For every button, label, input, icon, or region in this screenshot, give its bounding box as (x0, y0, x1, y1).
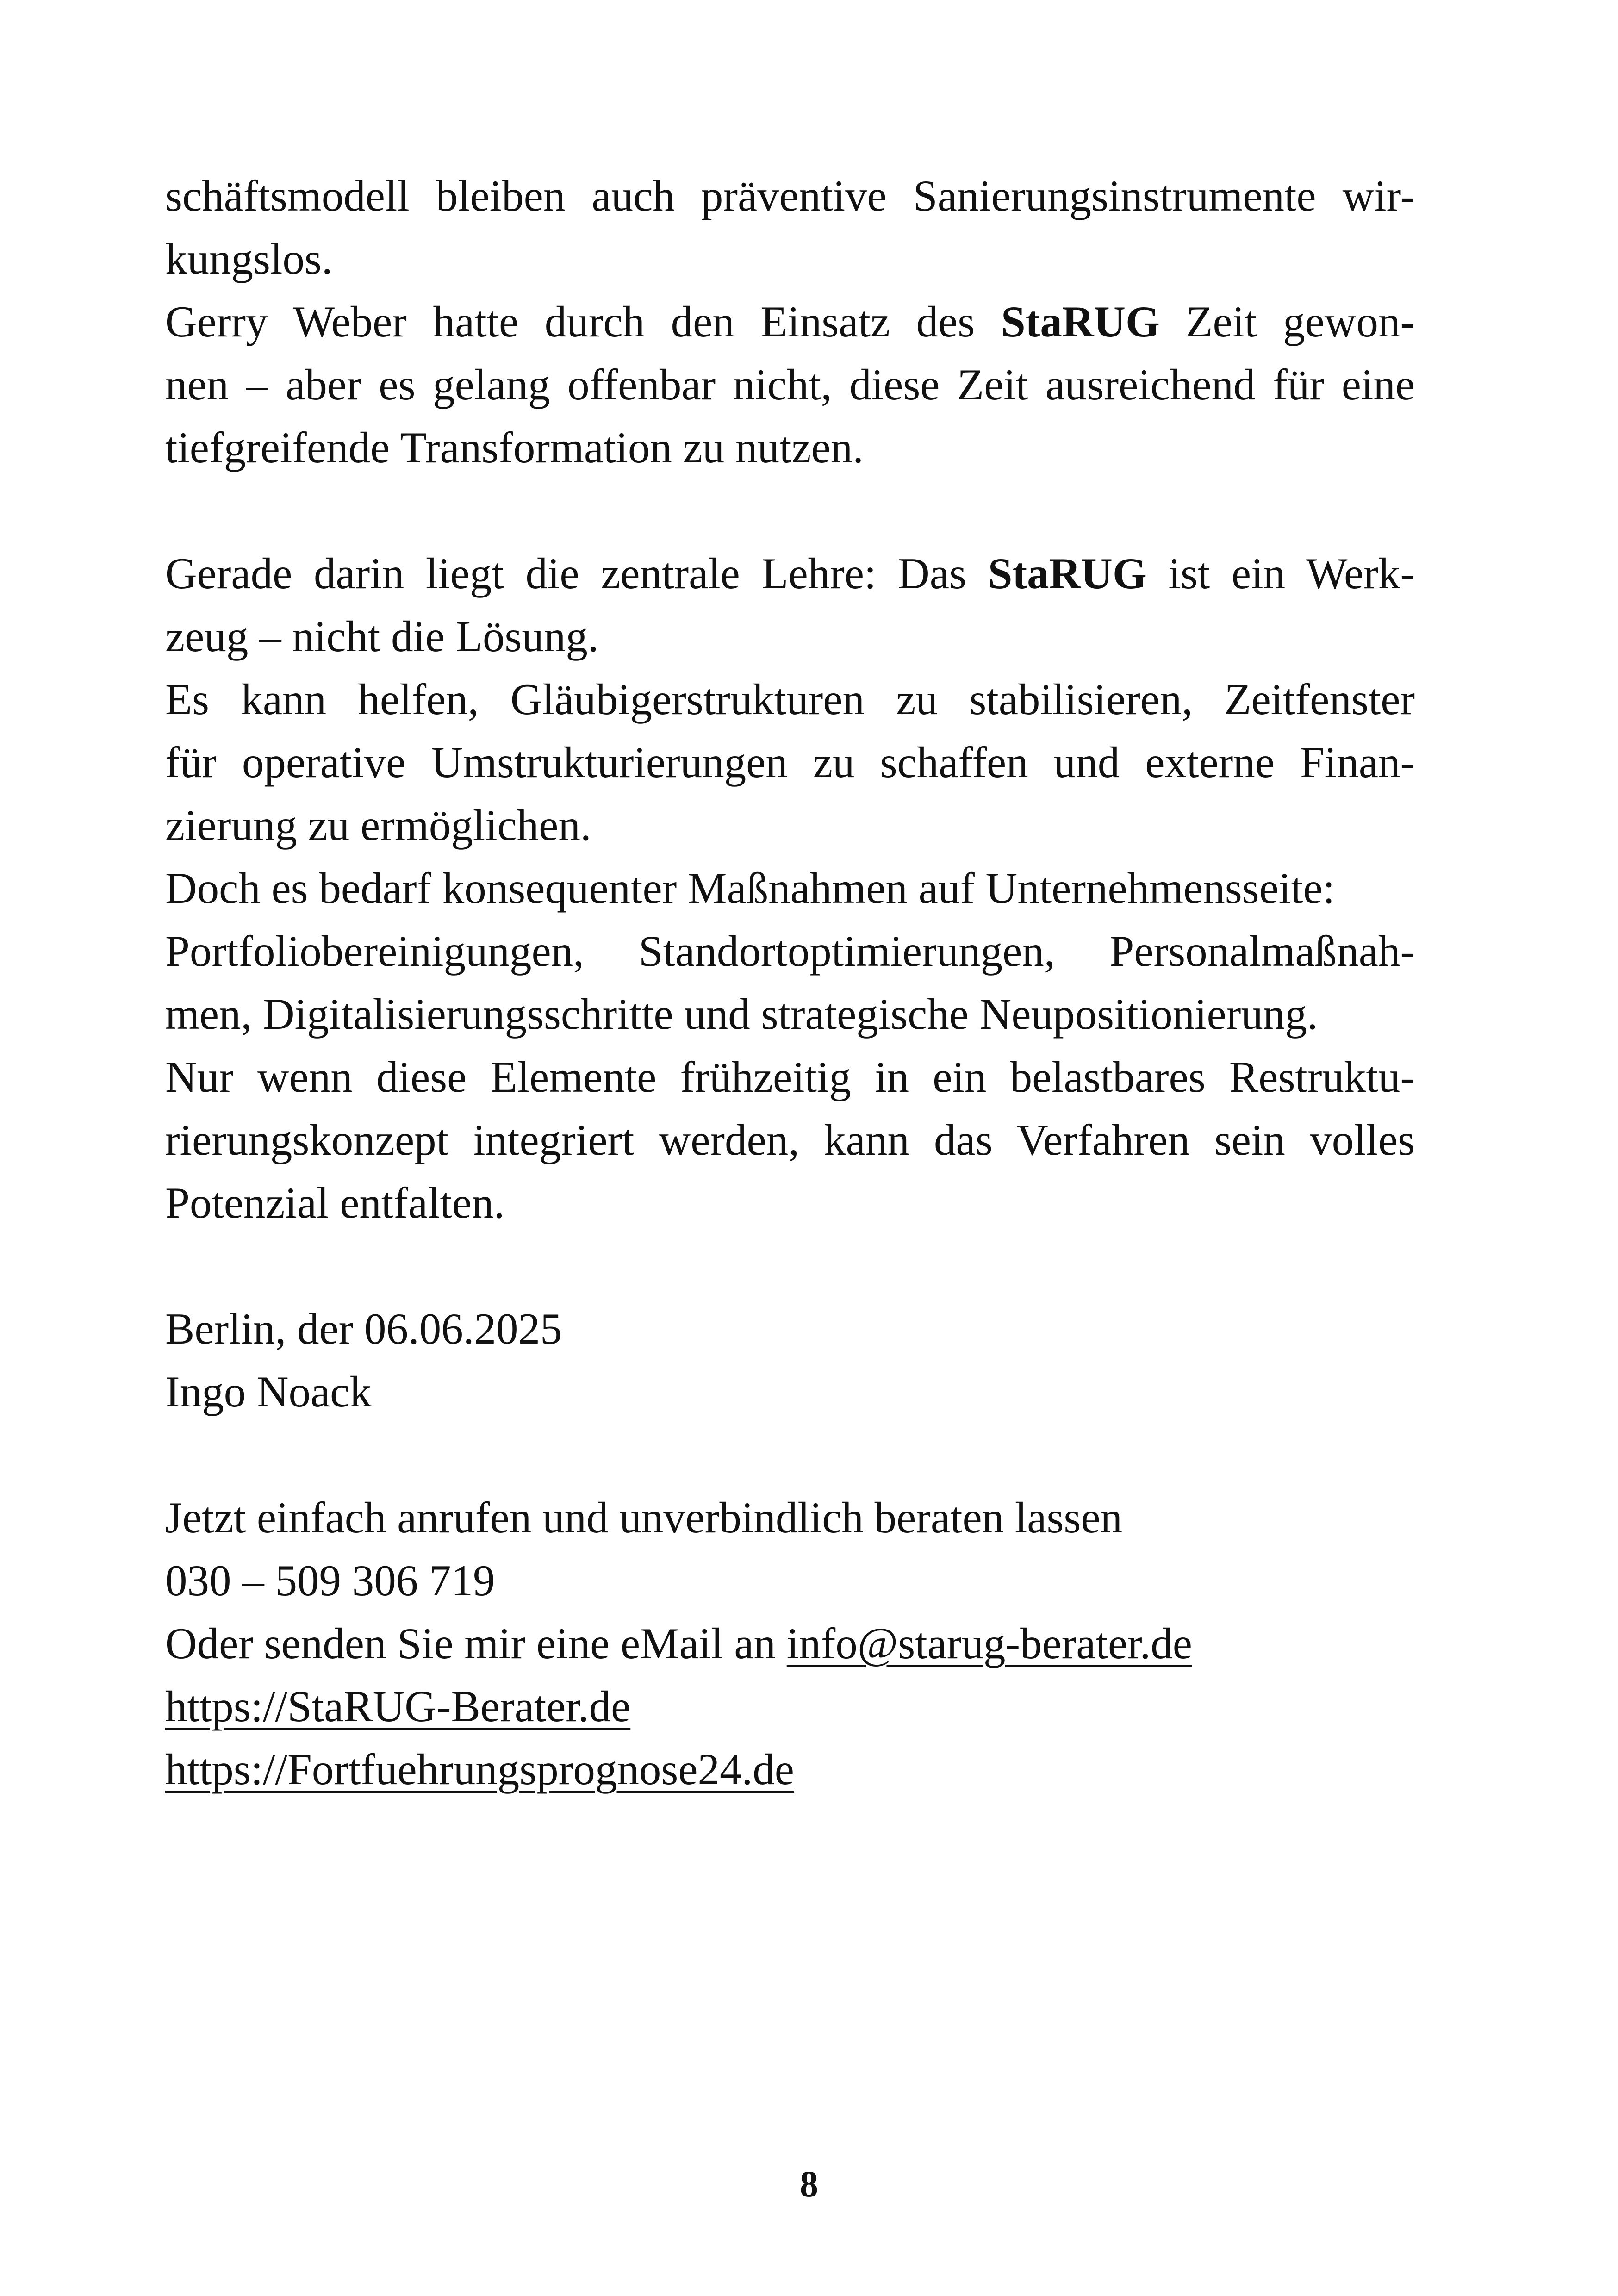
call-to-action: Jetzt einfach anrufen und unverbindlich beraten lassen (165, 1493, 1123, 1542)
text-line (165, 542, 1415, 605)
website-line (165, 1675, 1415, 1738)
place-date: Berlin, der 06.06.2025 (165, 1304, 562, 1353)
text-line: nen – aber es gelang offenbar nicht, diese Zeit ausreichend für eine (165, 360, 1415, 409)
website-link-starug-berater[interactable]: https://StaRUG-Berater.de (165, 1682, 631, 1731)
paragraph-benefits (165, 668, 1415, 857)
text-line (165, 290, 1415, 353)
contact-block (165, 1486, 1415, 1801)
page-number: 8 (800, 2164, 818, 2205)
signature-block (165, 1297, 1415, 1423)
text-line: zierung zu ermöglichen. (165, 801, 591, 850)
text-line: Nur wenn diese Elemente frühzeitig in ein belastbares Restruktu- (165, 1052, 1415, 1101)
text-line: men, Digitalisierungsschritte und strategische Neupositionierung. (165, 989, 1318, 1039)
website-line (165, 1738, 1415, 1801)
phone-number: 030 – 509 306 719 (165, 1556, 495, 1605)
text-fragment: Gerade darin liegt die zentrale Lehre: Das (165, 549, 988, 598)
paragraph-measures (165, 857, 1415, 1045)
author-name: Ingo Noack (165, 1367, 372, 1416)
email-line (165, 1612, 1415, 1675)
email-link[interactable]: info@starug-berater.de (786, 1619, 1192, 1668)
text-line: rierungskonzept integriert werden, kann das Verfahren sein volles (165, 1115, 1415, 1164)
paragraph-central-lesson (165, 542, 1415, 668)
body-text (165, 164, 1415, 1801)
text-line: Potenzial entfalten. (165, 1178, 505, 1227)
text-line: tiefgreifende Transformation zu nutzen. (165, 423, 864, 472)
text-line: schäftsmodell bleiben auch präventive Sanierungsinstrumente wir- (165, 171, 1415, 220)
text-fragment: Gerry Weber hatte durch den Einsatz des (165, 297, 1001, 346)
text-line: Portfoliobereinigungen, Standortoptimierungen, Personalmaßnah- (165, 927, 1415, 976)
paragraph-business-model (165, 164, 1415, 290)
text-line: Doch es bedarf konsequenter Maßnahmen auf Unternehmensseite: (165, 864, 1335, 913)
paragraph-gerry-weber (165, 290, 1415, 479)
text-fragment: ist ein Werk- (1146, 549, 1415, 598)
bold-term: StaRUG (988, 549, 1147, 598)
email-prefix: Oder senden Sie mir eine eMail an (165, 1619, 787, 1668)
text-line: kungslos. (165, 234, 333, 283)
text-line: für operative Umstrukturierungen zu schaffen und externe Finan- (165, 738, 1415, 787)
bold-term: StaRUG (1001, 297, 1160, 346)
text-line: zeug – nicht die Lösung. (165, 612, 599, 661)
paragraph-spacer (165, 479, 1415, 542)
website-link-fortfuehrungsprognose[interactable]: https://Fortfuehrungsprognose24.de (165, 1745, 794, 1794)
text-line: Es kann helfen, Gläubigerstrukturen zu stabilisieren, Zeitfenster (165, 675, 1415, 724)
paragraph-spacer (165, 1423, 1415, 1486)
text-fragment: Zeit gewon- (1159, 297, 1415, 346)
paragraph-conclusion (165, 1045, 1415, 1234)
paragraph-spacer (165, 1234, 1415, 1297)
